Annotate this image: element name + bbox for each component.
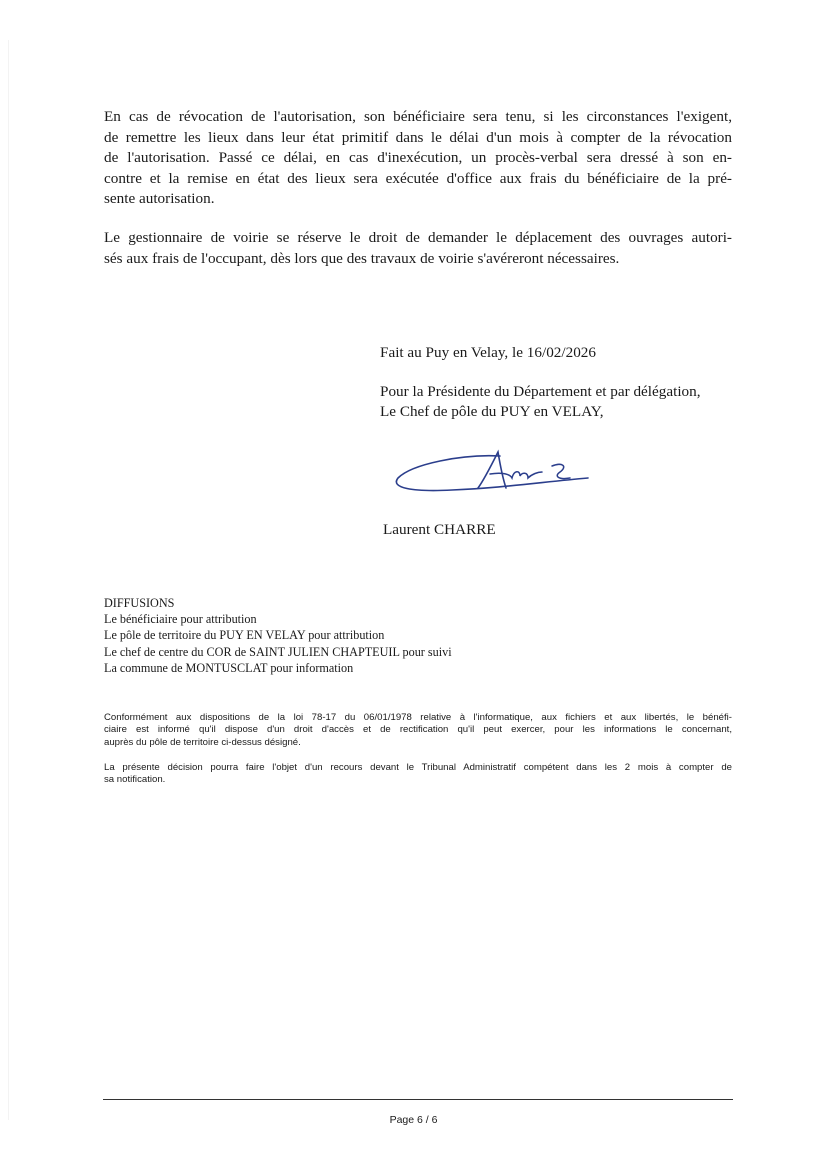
paragraph-line: de remettre les lieux dans leur état primitif dans le délai d'un mois à compter de la révocation <box>104 128 732 146</box>
diffusion-item: Le pôle de territoire du PUY EN VELAY pour attribution <box>104 628 385 643</box>
footer-divider <box>103 1099 733 1100</box>
place-and-date: Fait au Puy en Velay, le 16/02/2026 <box>380 344 596 361</box>
notice-line: auprès du pôle de territoire ci-dessus désigné. <box>104 736 301 748</box>
page-number: Page 6 / 6 <box>389 1114 438 1126</box>
data-protection-notice <box>104 712 732 749</box>
notice-line: ciaire est informé qu'il dispose d'un droit d'accès et de rectification qu'il peut exercer, pour les informations le concernant, <box>104 724 732 736</box>
paragraph-line: contre et la remise en état des lieux sera exécutée d'office aux frais du bénéficiaire de la pré- <box>104 169 732 187</box>
diffusion-item: Le bénéficiaire pour attribution <box>104 612 257 627</box>
paragraph-line: En cas de révocation de l'autorisation, son bénéficiaire sera tenu, si les circonstances l'exigent, <box>104 108 732 125</box>
diffusion-heading: DIFFUSIONS <box>104 596 175 610</box>
relocation-paragraph <box>104 228 732 269</box>
handwritten-signature <box>392 444 592 500</box>
signature-stroke-letters <box>490 472 542 478</box>
diffusion-item: La commune de MONTUSCLAT pour information <box>104 660 354 675</box>
appeal-notice <box>104 762 732 787</box>
paragraph-line: sente autorisation. <box>104 190 215 207</box>
delegation-line: Pour la Présidente du Département et par délégation, <box>380 383 701 400</box>
signatory-title: Le Chef de pôle du PUY en VELAY, <box>380 403 604 420</box>
paragraph-line: Le gestionnaire de voirie se réserve le droit de demander le déplacement des ouvrages autori- <box>104 229 732 246</box>
diffusion-list <box>104 595 452 676</box>
paragraph-line: sés aux frais de l'occupant, dès lors que des travaux de voirie s'avéreront nécessaires. <box>104 249 620 267</box>
notice-line: sa notification. <box>104 774 166 786</box>
diffusion-item: Le chef de centre du COR de SAINT JULIEN CHAPTEUIL pour suivi <box>104 644 452 659</box>
signatory-name: Laurent CHARRE <box>383 521 496 538</box>
signature-stroke-initial <box>478 452 506 488</box>
signature-stroke-tail <box>552 464 570 478</box>
notice-line: La présente décision pourra faire l'objet d'un recours devant le Tribunal Administratif compétent dans les 2 mois à compter de <box>104 762 732 773</box>
notice-line: Conformément aux dispositions de la loi 78-17 du 06/01/1978 relative à l'informatique, aux fichiers et aux libertés, le bénéfi- <box>104 712 732 723</box>
revocation-paragraph <box>104 107 732 210</box>
scan-edge-shadow <box>8 40 9 1120</box>
paragraph-line: de l'autorisation. Passé ce délai, en cas d'inexécution, un procès-verbal sera dressé à son en- <box>104 149 732 166</box>
